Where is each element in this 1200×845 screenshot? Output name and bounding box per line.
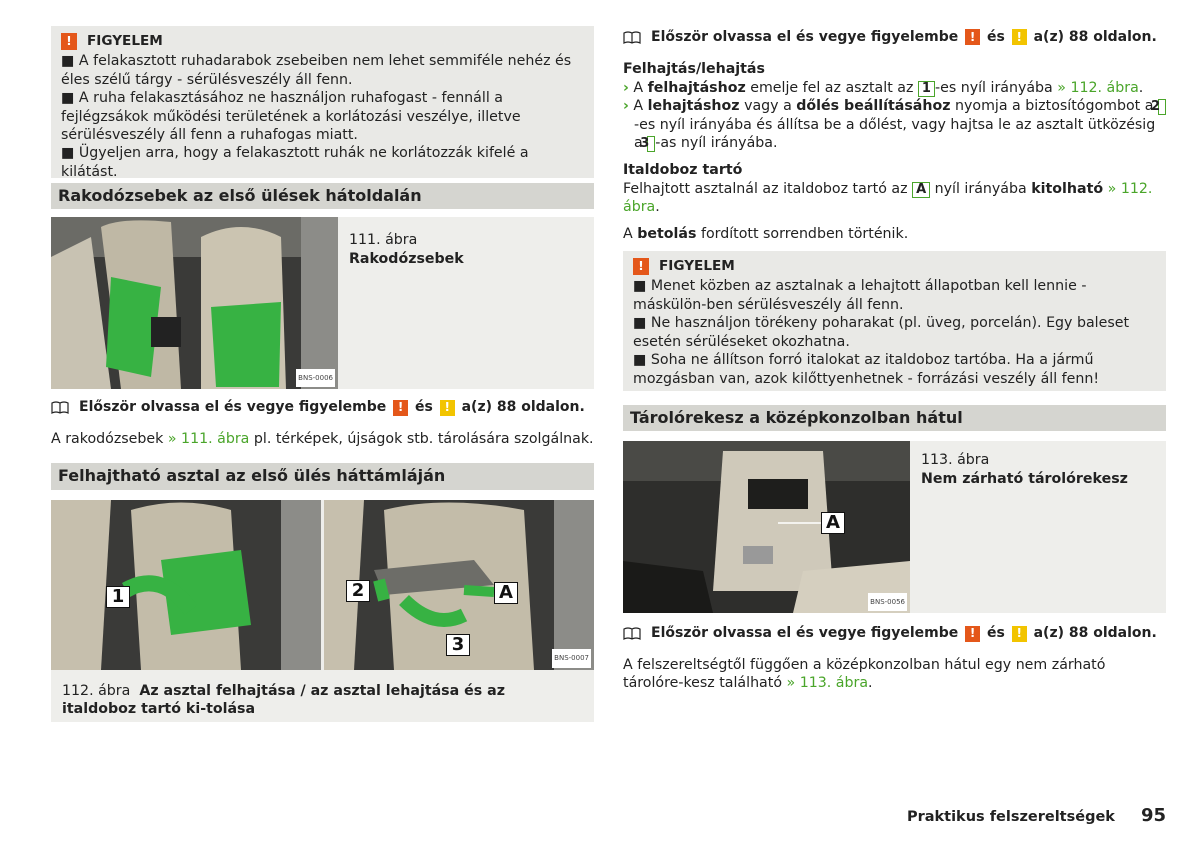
section-heading: Felhajtható asztal az első ülés háttámláján <box>51 463 594 489</box>
paragraph: Felhajtott asztalnál az italdoboz tartó az A nyíl irányába kitolható » 112. ábra. <box>623 180 1153 216</box>
warning-item: ■ Ne használjon törékeny poharakat (pl. üveg, porcelán). Egy baleset esetén sérüléseket okozhatna. <box>633 315 1130 350</box>
figure-link[interactable]: » 113. ábra <box>786 675 869 692</box>
figure-link[interactable]: » 112. ábra <box>1057 79 1139 96</box>
warning-icon: ! <box>393 400 408 416</box>
warning-box <box>51 26 594 178</box>
figure-label: A <box>494 582 518 604</box>
center-console-image: A BNS-0056 <box>623 441 910 613</box>
book-icon <box>51 401 69 414</box>
footer-title: Praktikus felszereltségek <box>906 809 1115 825</box>
warning-title: ! FIGYELEM <box>633 257 1156 275</box>
warning-item: ■ Soha ne állítson forró italokat az italdoboz tartóba. Ha a jármű mozgásban van, azok kilőttyenhetnek - forrázási veszély áll fenn! <box>633 352 1100 387</box>
caution-icon: ! <box>1012 626 1027 642</box>
figure-caption: Nem zárható tárolórekesz <box>921 470 1128 487</box>
step: › A felhajtáshoz emelje fel az asztalt az 1 -es nyíl irányába » 112. ábra. <box>623 79 1144 96</box>
warning-title: ! FIGYELEM <box>61 32 584 50</box>
figure-label: 3 <box>446 634 470 656</box>
paragraph: A rakodózsebek » 111. ábra pl. térképek, újságok stb. tárolására szolgálnak. <box>51 430 594 447</box>
warning-icon: ! <box>965 29 980 45</box>
figure-label: A <box>821 512 845 534</box>
subheading: Italdoboz tartó <box>623 162 743 179</box>
figure-number: 111. ábra <box>349 232 418 249</box>
table-fold-image-2: 2 A 3 BNS-0007 <box>324 500 594 670</box>
book-icon <box>623 31 641 44</box>
figure-label: 2 <box>346 580 370 602</box>
warning-icon: ! <box>633 258 649 275</box>
figure-111 <box>51 217 594 389</box>
figure-112 <box>51 500 594 722</box>
warning-icon: ! <box>965 626 980 642</box>
figure-number: 112. ábra <box>62 682 131 699</box>
figure-caption-row <box>62 682 582 719</box>
page-footer <box>907 805 1166 826</box>
read-first-notice: Először olvassa el és vegye figyelembe ! és ! a(z) 88 oldalon. <box>51 398 594 416</box>
left-column <box>51 26 594 722</box>
step: › A lehajtáshoz vagy a dőlés beállításához nyomja a biztosítógombot a 2-es nyíl irányába és állítsa be a dőlést, vagy hajtsa le az asztalt ütközésig a 3 -as nyíl irányába. <box>623 97 1166 152</box>
figure-caption: Rakodózsebek <box>349 250 464 267</box>
seat-back-pocket-image: BNS-0006 <box>51 217 338 389</box>
figure-number: 113. ábra <box>921 452 990 469</box>
figure-link[interactable]: » 111. ábra <box>167 430 250 447</box>
caution-icon: ! <box>440 400 455 416</box>
right-column <box>623 28 1166 693</box>
figure-caption: Az asztal felhajtása / az asztal lehajtása és az italdoboz tartó ki-tolása <box>62 682 505 718</box>
figure-113 <box>623 441 1166 613</box>
read-first-notice: Először olvassa el és vegye figyelembe ! és ! a(z) 88 oldalon. <box>623 28 1166 46</box>
book-icon <box>623 627 641 640</box>
table-fold-image-1 <box>51 500 321 670</box>
figure-label: 1 <box>106 586 130 608</box>
page-number: 95 <box>1140 805 1166 826</box>
caution-icon: ! <box>1012 29 1027 45</box>
section-heading: Tárolórekesz a középkonzolban hátul <box>623 405 1166 431</box>
read-first-notice: Először olvassa el és vegye figyelembe ! és ! a(z) 88 oldalon. <box>623 624 1166 642</box>
warning-item: ■ Menet közben az asztalnak a lehajtott állapotban kell lennie - máskülön-ben sérülésveszély áll fenn. <box>633 278 1087 313</box>
paragraph: A felszereltségtől függően a középkonzolban hátul egy nem zárható tárolóre-kesz található » 113. ábra. <box>623 656 1106 692</box>
warning-item: ■ A felakasztott ruhadarabok zsebeiben nem lehet semmiféle nehéz és éles szélű tárgy - sérülésveszély áll fenn. <box>61 53 572 88</box>
paragraph: A betolás fordított sorrendben történik. <box>623 225 909 242</box>
warning-item: ■ Ügyeljen arra, hogy a felakasztott ruhák ne korlátozzák kifelé a kilátást. <box>61 145 529 180</box>
subheading: Felhajtás/lehajtás <box>623 61 765 78</box>
warning-box <box>623 251 1166 391</box>
warning-item: ■ A ruha felakasztásához ne használjon ruhafogast - fennáll a fejlégzsákok működési területének a korlátozási veszélye, illetve sérülésveszély áll fenn a ruhafogas miatt. <box>61 90 521 144</box>
section-heading: Rakodózsebek az első ülések hátoldalán <box>51 183 594 209</box>
figure-link[interactable]: » 112. ábra <box>623 180 1153 216</box>
warning-icon: ! <box>61 33 77 50</box>
